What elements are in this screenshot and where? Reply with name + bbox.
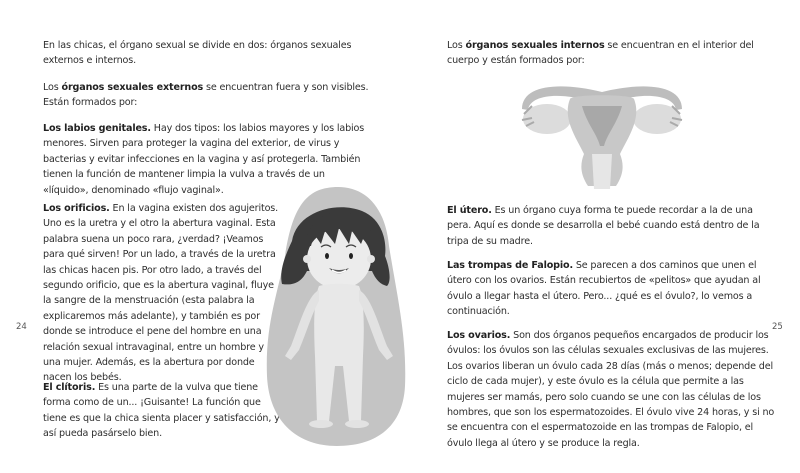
term: Los labios genitales.: [43, 123, 151, 134]
external-bold-term: órganos sexuales externos: [61, 82, 204, 93]
definition: Es una parte de la vulva que tiene forma como de un... ¡Guisante! La función que tiene es que la chica sienta placer y satisfacción, y así pueda pasárselo bien.: [43, 382, 280, 440]
internal-suffix: se encuentran en el interior del cuerpo y están formados por:: [447, 40, 754, 67]
term: El útero.: [447, 205, 492, 216]
internal-prefix: Los: [447, 40, 466, 51]
internal-organs-paragraph: [447, 38, 777, 69]
internal-bold-term: órganos sexuales internos: [465, 40, 605, 51]
girl-illustration-icon: [257, 186, 422, 448]
term: Los ovarios.: [447, 330, 511, 341]
utero-paragraph: [447, 203, 777, 249]
intro-paragraph: En las chicas, el órgano sexual se divide en dos: órganos sexuales externos e internos.: [43, 40, 352, 67]
page-number-right: 25: [772, 322, 783, 332]
external-prefix: Los: [43, 82, 62, 93]
term: Las trompas de Falopio.: [447, 260, 573, 271]
right-page: [400, 0, 800, 473]
term: Los orificios.: [43, 203, 110, 214]
trompas-paragraph: [447, 258, 777, 320]
page-number-left: 24: [16, 322, 27, 332]
clitoris-paragraph: [43, 380, 281, 442]
definition: Se parecen a dos caminos que unen el útero con los ovarios. Están recubiertos de «pelitos» que ayudan al óvulo a llegar hasta el útero. Pero... ¿qué es el óvulo?, lo vemos a continuación.: [447, 260, 761, 318]
definition: Son dos órganos pequeños encargados de producir los óvulos: los óvulos son las células sexuales exclusivas de las mujeres. Los ovarios liberan un óvulo cada 28 días (más o menos; depende del ciclo de cada mujer), y este óvulo es la célula que permite a las mujeres ser mamás, pero solo cuando se une con las células de los hombres, que son los espermatozoides. El óvulo vive 24 horas, y si no se encuentra con el espermatozoide en las trompas de Falopio, el óvulo llega al útero y se produce la regla.: [447, 330, 775, 449]
definition: Es un órgano cuya forma te puede recordar a la de una pera. Aquí es donde se desarrolla el bebé cuando está dentro de la tripa de su madre.: [447, 205, 760, 247]
uterus-illustration-icon: [512, 74, 692, 194]
external-organs-paragraph: [43, 80, 373, 111]
orificios-paragraph: [43, 201, 281, 386]
term: El clítoris.: [43, 382, 96, 393]
ovarios-paragraph: [447, 328, 777, 451]
definition: En la vagina existen dos agujeritos. Uno es la uretra y el otro la abertura vaginal. Esta palabra suena un poco rara, ¿verdad? ¡Veamos para qué sirven! Por un lado, a través de la uretra las chicas hacen pis. Por otro lado, a través del segundo orificio, que es la abertura vaginal, fluye la sangre de la menstruación (esta palabra la explicaremos más adelante), y también es por donde se introduce el pene del hombre en una relación sexual intravaginal, entre un hombre y una mujer. Además, es la abertura por donde nacen los bebés.: [43, 203, 279, 384]
definition: Hay dos tipos: los labios mayores y los labios menores. Sirven para proteger la vagina del exterior, de virus y bacterias y evitar infecciones en la vagina y así protegerla. También tienen la función de mantener limpia la vulva a través de un «líquido», denominado «flujo vaginal».: [43, 123, 365, 196]
external-suffix: se encuentran fuera y son visibles. Están formados por:: [43, 82, 369, 109]
